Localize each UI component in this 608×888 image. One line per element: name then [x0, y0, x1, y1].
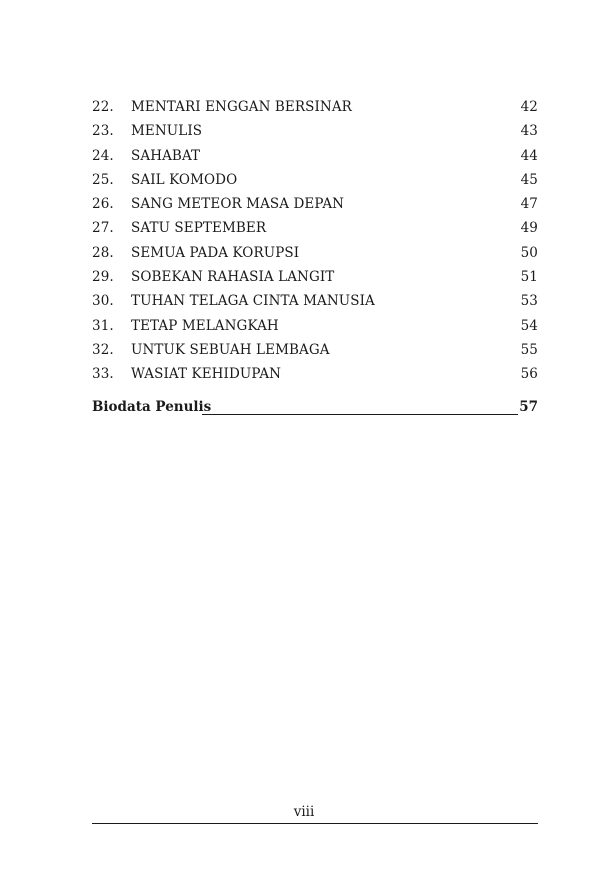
toc-entry-title: MENULIS	[131, 123, 203, 140]
toc-entry-page: 47	[520, 196, 538, 213]
toc-entry-number: 33.	[92, 366, 114, 383]
toc-entry	[92, 169, 538, 193]
toc-entry-number: 26.	[92, 196, 114, 213]
toc-biodata-title: Biodata Penulis	[92, 399, 212, 415]
table-of-contents	[92, 96, 538, 388]
page-number: viii	[293, 804, 315, 820]
toc-entry-title: SEMUA PADA KORUPSI	[131, 244, 300, 261]
toc-entry-page: 42	[520, 99, 538, 115]
toc-entry-page: 56	[520, 366, 538, 383]
toc-entry-number: 28.	[92, 244, 114, 261]
toc-entry-page: 50	[520, 244, 538, 261]
toc-entry-title: WASIAT KEHIDUPAN	[131, 366, 282, 383]
toc-biodata-page: 57	[519, 399, 538, 415]
toc-entry-title: UNTUK SEBUAH LEMBAGA	[131, 341, 330, 358]
toc-entry-page: 51	[520, 269, 538, 286]
toc-entry-number: 30.	[92, 293, 114, 310]
toc-entry	[92, 290, 538, 314]
toc-entry-title: TETAP MELANGKAH	[131, 317, 279, 334]
toc-entry-number: 31.	[92, 317, 114, 334]
toc-entry	[92, 266, 538, 290]
toc-entry-title: SANG METEOR MASA DEPAN	[131, 196, 345, 213]
toc-entry	[92, 145, 538, 169]
toc-entry-title: SAIL KOMODO	[131, 171, 238, 188]
toc-entry	[92, 363, 538, 387]
toc-entry-page: 55	[520, 341, 538, 358]
toc-entry	[92, 315, 538, 339]
toc-entry-number: 24.	[92, 147, 114, 164]
toc-entry-title: MENTARI ENGGAN BERSINAR	[131, 99, 352, 115]
toc-entry-page: 53	[520, 293, 538, 310]
toc-entry-number: 22.	[92, 99, 114, 115]
toc-entry-biodata	[92, 396, 538, 418]
toc-leader-line	[202, 414, 518, 415]
toc-entry-number: 32.	[92, 341, 114, 358]
toc-entry-page: 49	[520, 220, 538, 237]
toc-entry	[92, 242, 538, 266]
footer-divider	[92, 823, 538, 824]
toc-entry-number: 25.	[92, 171, 114, 188]
toc-entry-title: SOBEKAN RAHASIA LANGIT	[131, 269, 335, 286]
toc-entry-page: 45	[520, 171, 538, 188]
toc-entry-number: 27.	[92, 220, 114, 237]
toc-entry	[92, 120, 538, 144]
toc-entry-title: TUHAN TELAGA CINTA MANUSIA	[131, 293, 375, 310]
toc-entry	[92, 339, 538, 363]
toc-entry	[92, 193, 538, 217]
toc-entry-page: 54	[520, 317, 538, 334]
toc-entry-number: 23.	[92, 123, 114, 140]
toc-entry-title: SAHABAT	[131, 147, 201, 164]
toc-entry-page: 43	[520, 123, 538, 140]
toc-entry-number: 29.	[92, 269, 114, 286]
toc-entry	[92, 96, 538, 120]
toc-entry	[92, 217, 538, 241]
toc-entry-page: 44	[520, 147, 538, 164]
toc-entry-title: SATU SEPTEMBER	[131, 220, 267, 237]
